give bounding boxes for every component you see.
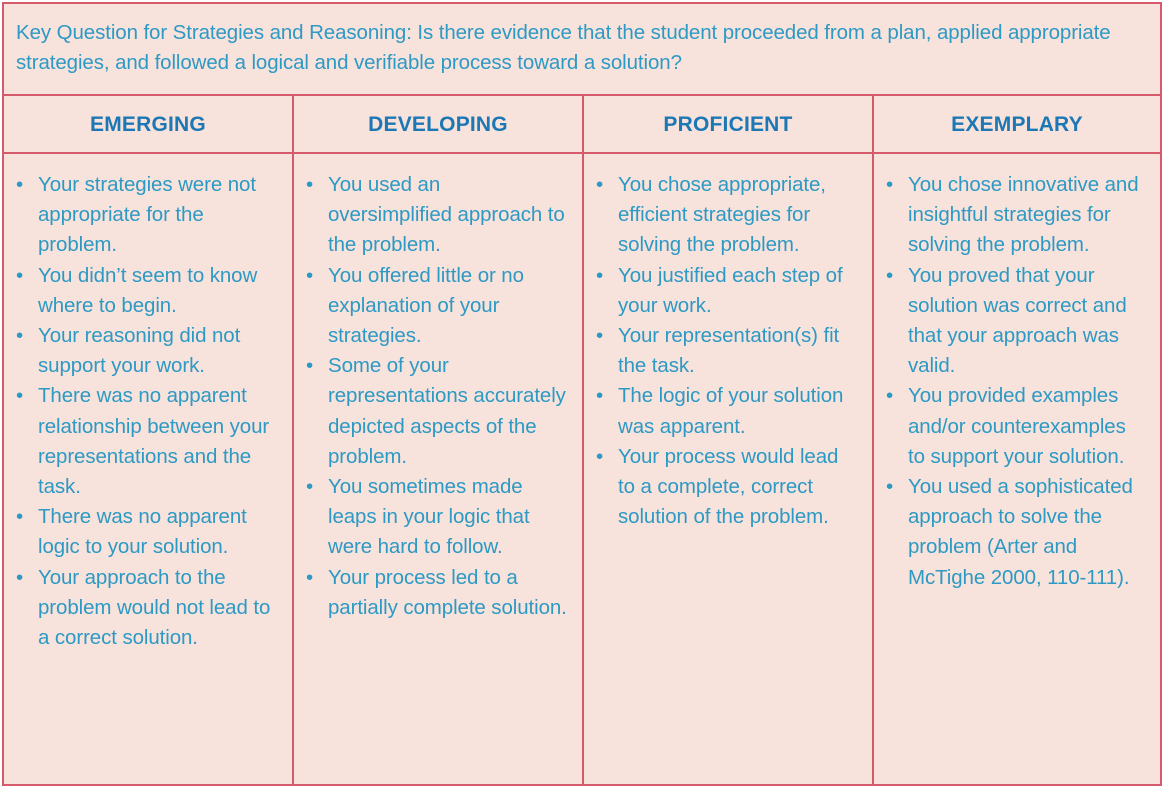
criterion-item: • Your reasoning did not support your work. bbox=[14, 321, 276, 381]
heading-emerging: EMERGING bbox=[90, 113, 206, 136]
rubric-table bbox=[2, 2, 1162, 786]
key-question: Key Question for Strategies and Reasoning: Is there evidence that the student proceeded from a plan, applied appropriate strategies, and followed a logical and verifiable process toward a solution? bbox=[4, 4, 1160, 96]
criterion-item: • You chose innovative and insightful strategies for solving the problem. bbox=[884, 170, 1148, 261]
criterion-item: • Your process would lead to a complete, correct solution of the problem. bbox=[594, 442, 860, 533]
criterion-item: • You didn’t seem to know where to begin. bbox=[14, 261, 276, 321]
heading-exemplary: EXEMPLARY bbox=[951, 113, 1083, 136]
criterion-item: • There was no apparent relationship between your representations and the task. bbox=[14, 381, 276, 502]
criterion-item: • Your representation(s) fit the task. bbox=[594, 321, 860, 381]
criterion-item: • You used an oversimplified approach to the problem. bbox=[304, 170, 568, 261]
column-developing bbox=[304, 170, 568, 623]
heading-developing: DEVELOPING bbox=[368, 113, 508, 136]
column-emerging bbox=[14, 170, 276, 653]
criterion-item: • Your approach to the problem would not lead to a correct solution. bbox=[14, 563, 276, 654]
criterion-item: • You used a sophisticated approach to solve the problem (Arter and McTighe 2000, 110-111). bbox=[884, 472, 1148, 593]
criterion-item: • Some of your representations accurately depicted aspects of the problem. bbox=[304, 351, 568, 472]
criterion-item: • You justified each step of your work. bbox=[594, 261, 860, 321]
column-divider bbox=[582, 96, 584, 786]
criterion-item: • You offered little or no explanation of your strategies. bbox=[304, 261, 568, 352]
criteria-list bbox=[884, 170, 1148, 593]
column-exemplary bbox=[884, 170, 1148, 593]
criterion-item: • You provided examples and/or counterexamples to support your solution. bbox=[884, 381, 1148, 472]
column-proficient bbox=[594, 170, 860, 532]
criteria-list bbox=[14, 170, 276, 653]
criterion-item: • You sometimes made leaps in your logic that were hard to follow. bbox=[304, 472, 568, 563]
column-divider bbox=[872, 96, 874, 786]
criterion-item: • Your process led to a partially complete solution. bbox=[304, 563, 568, 623]
column-divider bbox=[292, 96, 294, 786]
heading-proficient: PROFICIENT bbox=[663, 113, 793, 136]
criterion-item: • You proved that your solution was correct and that your approach was valid. bbox=[884, 261, 1148, 382]
criterion-item: • You chose appropriate, efficient strategies for solving the problem. bbox=[594, 170, 860, 261]
criterion-item: • Your strategies were not appropriate for the problem. bbox=[14, 170, 276, 261]
criteria-list bbox=[304, 170, 568, 623]
criterion-item: • There was no apparent logic to your solution. bbox=[14, 502, 276, 562]
criterion-item: • The logic of your solution was apparent. bbox=[594, 381, 860, 441]
criteria-list bbox=[594, 170, 860, 532]
